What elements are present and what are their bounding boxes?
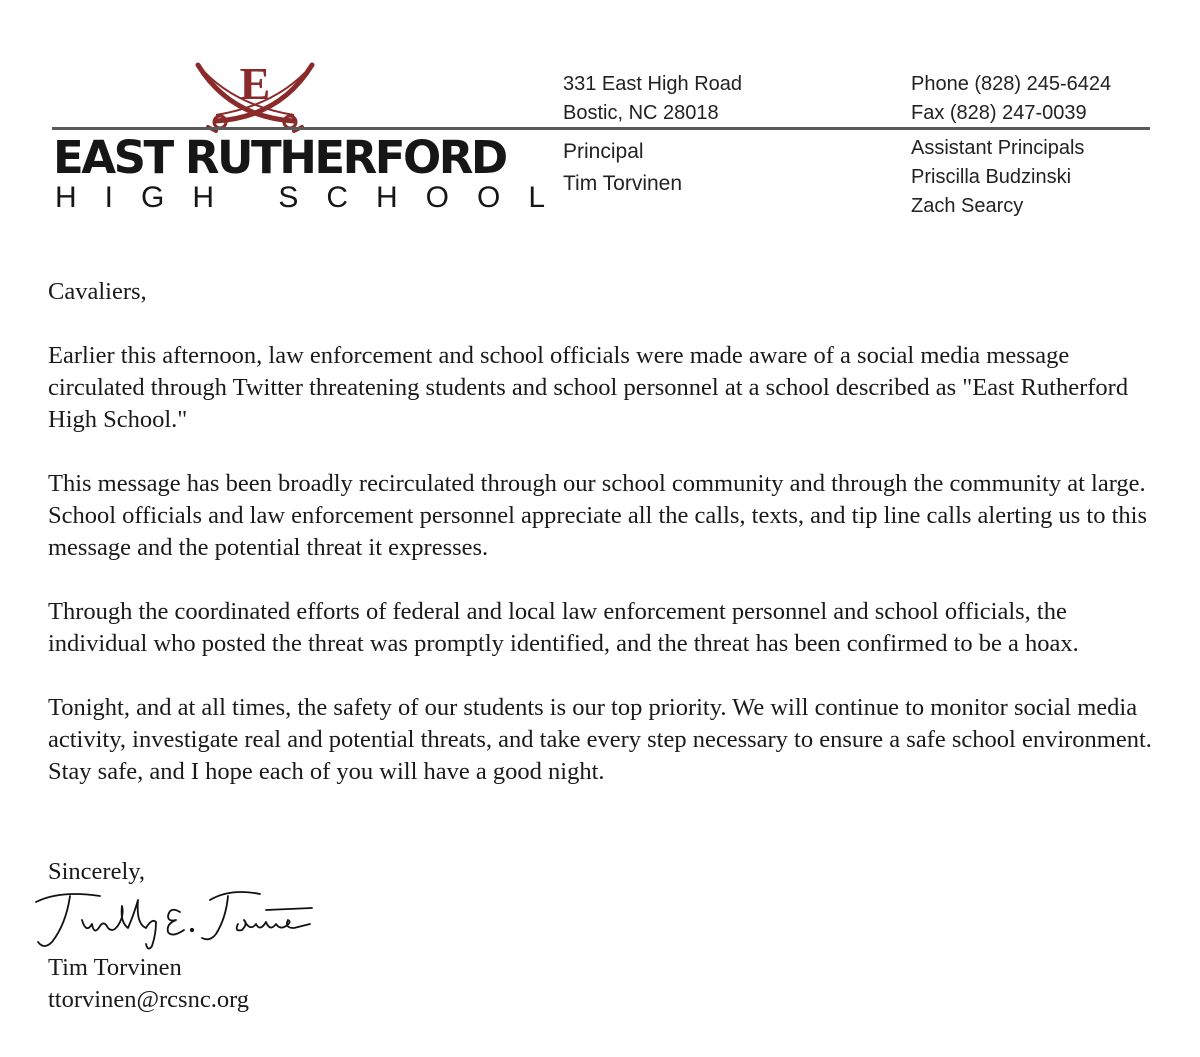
- principal-title: Principal: [563, 140, 644, 163]
- address-line-2: Bostic, NC 28018: [563, 102, 719, 124]
- contact-block: [911, 70, 1111, 128]
- assistant-principal-1: Priscilla Budzinski: [911, 166, 1072, 188]
- crossed-swords-icon: [190, 55, 320, 135]
- logo-letter: E: [239, 58, 271, 109]
- signer-block: [48, 952, 249, 1016]
- principal-name: Tim Torvinen: [563, 172, 683, 195]
- address-line-1: 331 East High Road: [563, 73, 743, 95]
- signer-name: Tim Torvinen: [48, 954, 182, 981]
- paragraph-3: Through the coordinated efforts of federal and local law enforcement personnel and school officials, the individual who posted the threat was promptly identified, and the threat has been confirmed to be a hoax.: [48, 598, 1079, 657]
- signer-email[interactable]: ttorvinen@rcsnc.org: [48, 986, 250, 1013]
- school-name: EAST RUTHERFORD: [53, 131, 506, 184]
- assistant-principal-2: Zach Searcy: [911, 195, 1024, 217]
- assistant-principals-block: [911, 134, 1084, 221]
- paragraph-1: Earlier this afternoon, law enforcement and school officials were made aware of a social media message circulated through Twitter threatening students and school personnel at a school described as "East Rutherford High School.": [48, 342, 1129, 433]
- fax-number: Fax (828) 247-0039: [911, 102, 1087, 124]
- address-block: [563, 70, 742, 128]
- school-logo: [50, 55, 574, 215]
- closing: Sincerely,: [48, 858, 146, 885]
- assistant-principals-title: Assistant Principals: [911, 137, 1085, 159]
- handwritten-signature: [30, 884, 320, 954]
- paragraph-2: This message has been broadly recirculated through our school community and through the community at large. School officials and law enforcement personnel appreciate all the calls, texts, and tip line calls alerting us to this message and the potential threat it expresses.: [48, 470, 1147, 561]
- salutation: Cavaliers,: [48, 278, 147, 305]
- school-subtitle: HIGH SCHOOL: [55, 181, 574, 214]
- principal-block: [563, 136, 682, 200]
- phone-number: Phone (828) 245-6424: [911, 73, 1112, 95]
- paragraph-4: Tonight, and at all times, the safety of our students is our top priority. We will continue to monitor social media activity, investigate real and potential threats, and take every step necessary to ensure a safe school environment. Stay safe, and I hope each of you will have a good night.: [48, 694, 1152, 785]
- letter-body: [48, 276, 1158, 820]
